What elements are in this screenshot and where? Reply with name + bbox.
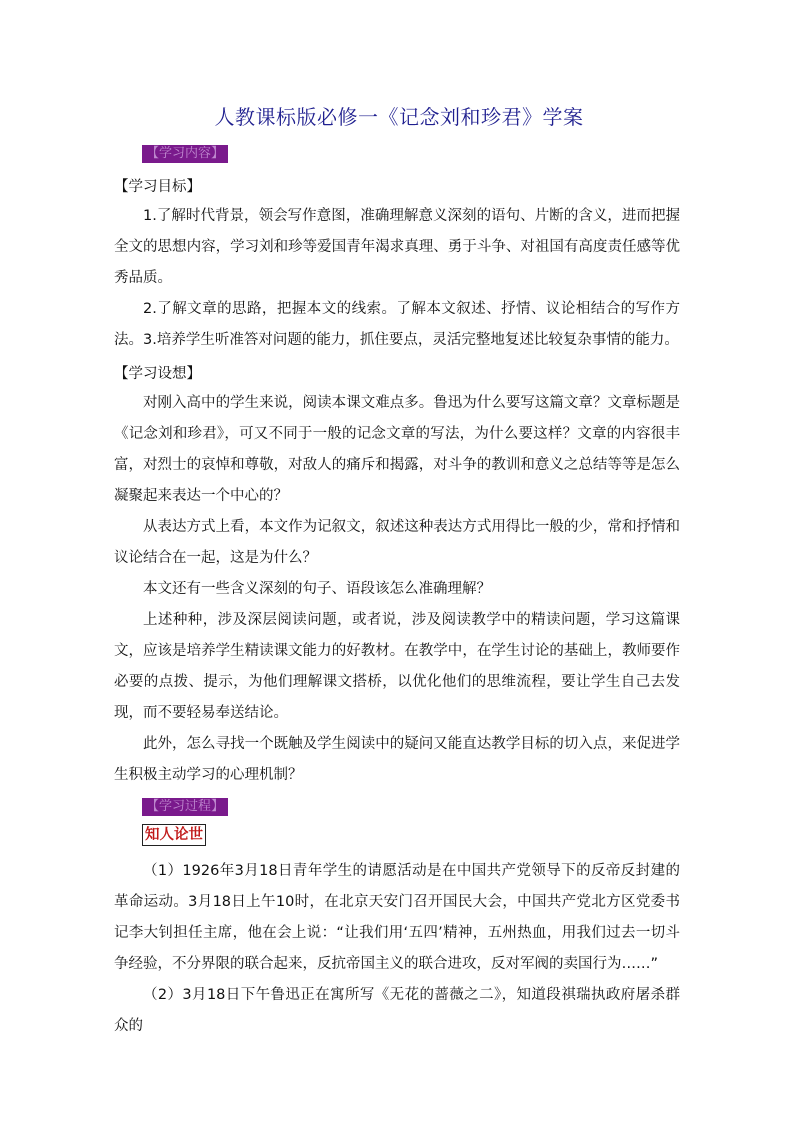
process-paragraph-1: （1）1926年3月18日青年学生的请愿活动是在中国共产党领导下的反帝反封建的革命运动。3月18日上午10时，在北京天安门召开国民大会，中国共产党北方区党委书记李大钊担任主席，他在会上说：“让我们用‘五四’精神，五州热血，用我们过去一切斗争经验，不分界限的联合起来，反抗帝国主义的联合进攻，反对军阀的卖国行为……”: [114, 863, 680, 972]
heading-learning-goals: 【学习目标】: [114, 179, 201, 195]
plan-paragraph-2: 从表达方式上看，本文作为记叙文，叙述这种表达方式用得比一般的少，常和抒情和议论结合在一起，这是为什么？: [114, 519, 680, 566]
heading-learning-plan: 【学习设想】: [114, 366, 201, 382]
plan-paragraph-1: 对刚入高中的学生来说，阅读本课文难点多。鲁迅为什么要写这篇文章？文章标题是《记念刘和珍君》，可又不同于一般的记念文章的写法，为什么要这样？文章的内容很丰富，对烈士的哀悼和尊敬，对敌人的痛斥和揭露，对斗争的教训和意义之总结等等是怎么凝聚起来表达一个中心的？: [114, 395, 680, 504]
plan-paragraph-4: 上述种种，涉及深层阅读问题，或者说，涉及阅读教学中的精读问题，学习这篇课文，应该是培养学生精读课文能力的好教材。在教学中，在学生讨论的基础上，教师要作必要的点拨、提示，为他们理解课文搭桥，以优化他们的思维流程，要让学生自己去发现，而不要轻易奉送结论。: [114, 612, 680, 721]
plan-paragraph-3: 本文还有一些含义深刻的句子、语段该怎么准确理解？: [143, 581, 491, 597]
goal-item-3: 3.培养学生听准答对问题的能力，抓住要点，灵活完整地复述比较复杂事情的能力。: [143, 332, 679, 348]
tag-learning-process: 【学习过程】: [142, 798, 228, 816]
page-title: 人教课标版必修一《记念刘和珍君》学案: [214, 105, 584, 129]
plan-paragraph-5: 此外，怎么寻找一个既触及学生阅读中的疑问又能直达教学目标的切入点，来促进学生积极主动学习的心理机制？: [114, 736, 680, 783]
goal-item-2: 2.了解文章的思路，把握本文的线索。了解本文叙述、抒情、议论相结合的写作方法。: [114, 301, 680, 348]
tag-learning-content: 【学习内容】: [142, 145, 228, 163]
goal-item-1: 1.了解时代背景，领会写作意图，准确理解意义深刻的语句、片断的含义，进而把握全文的思想内容，学习刘和珍等爱国青年渴求真理、勇于斗争、对祖国有高度责任感等优秀品质。: [114, 208, 680, 286]
section-label-box: 知人论世: [142, 824, 206, 846]
process-paragraph-2: （2）3月18日下午鲁迅正在寓所写《无花的蔷薇之二》，知道段祺瑞执政府屠杀群众的: [114, 987, 680, 1034]
